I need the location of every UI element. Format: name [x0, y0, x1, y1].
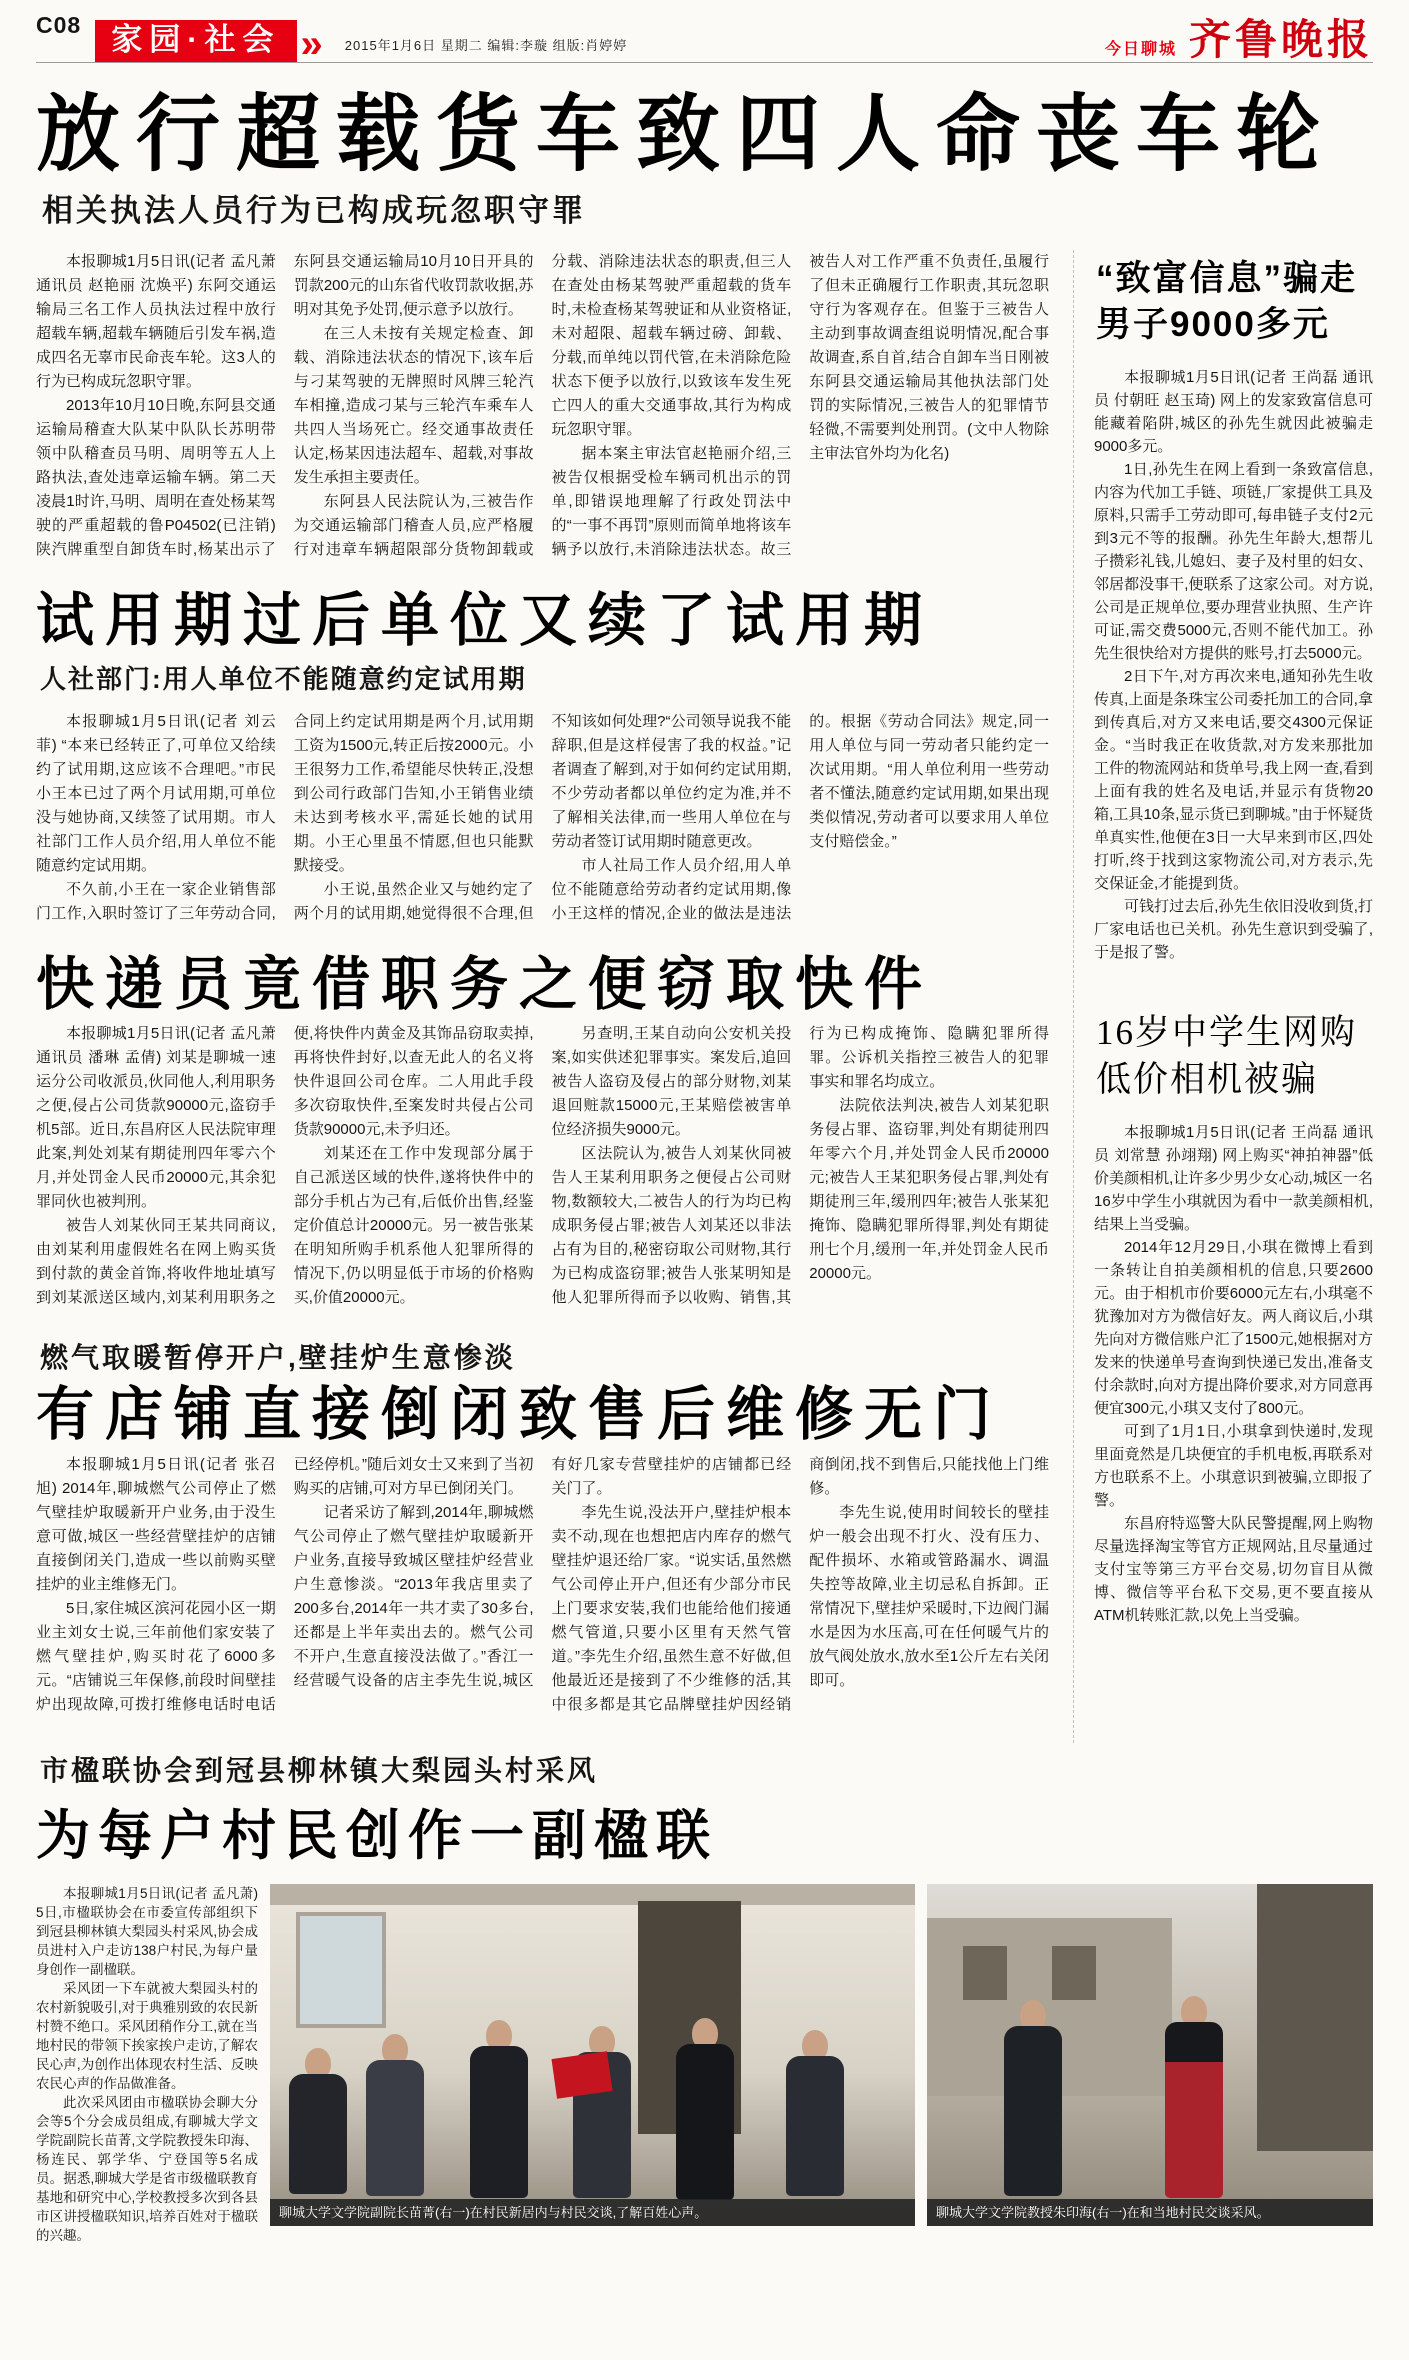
photo-ceiling-beam — [270, 1884, 915, 1905]
article-courier-body — [36, 1022, 1049, 1310]
article-truck — [36, 250, 1049, 562]
body-paragraph: 记者采访了解到,2014年,聊城燃气公司停止了燃气壁挂炉取暖新开户业务,直接导致城区壁挂炉经营业户生意惨淡。“2013年我店里卖了200多台,2014年一共才卖了30多台,还都是上半年卖出去的。燃气公司不开户,生意直接没法做了。”香江一经营暖气设备的店主李先生说,城区有好几家专营壁挂炉的店铺都已经关门了。 — [293, 1456, 792, 1690]
header-rule — [36, 62, 1373, 63]
body-paragraph: 东阿县人民法院认为,三被告作为交通运输部门稽查人员,应严格履行对违章车辆超限部分货物卸载或分载、消除违法状态的职责,但三人在查处由杨某驾驶严重超载的货车时,未检查杨某驾驶证和从业资格证,未对超限、超载车辆过磅、卸载、分载,而单纯以罚代管,在未消除危险状态下便予以放行,以致该车发生死亡四人的重大交通事故,其行为构成玩忽职守罪。 — [293, 253, 792, 559]
article-probation-headline: 试用期过后单位又续了试用期 — [36, 588, 934, 654]
sidebar-scam-headline-line2: 男子9000多元 — [1096, 305, 1330, 345]
photo-building-window — [963, 1946, 1008, 2001]
sidebar-article-scam — [1094, 256, 1373, 964]
article-couplet-kicker: 市楹联协会到冠县柳林镇大梨园头村采风 — [40, 1755, 599, 1787]
sidebar-article-camera — [1094, 1010, 1373, 1626]
body-paragraph: 李先生说,使用时间较长的壁挂炉一般会出现不打火、没有压力、配件损坏、水箱或管路漏水、调温失控等故障,业主切忌私自拆卸。正常情况下,壁挂炉采暖时,下边阀门漏水是因为水压高,可在任何暖气片的放气阀处放水,放水至1公斤左右关闭即可。 — [809, 1504, 1049, 1690]
body-paragraph: 5日,家住城区滨河花园小区一期业主刘女士说,三年前他们家安装了燃气壁挂炉,购买时花了6000多元。“店铺说三年保修,前段时间壁挂炉出现故障,可拨打维修电话时电话已经停机。”随后刘女士又来到了当初购买的店铺,可对方早已倒闭关门。 — [36, 1456, 534, 1714]
article-couplet — [36, 1749, 1373, 2245]
article-courier — [36, 952, 1049, 1311]
person-silhouette-red-jacket — [1159, 1996, 1229, 2198]
photo-caption: 聊城大学文学院副院长苗菁(右一)在村民新居内与村民交谈,了解百姓心声。 — [270, 2199, 915, 2226]
sidebar-scam-body — [1094, 366, 1373, 964]
body-paragraph: 另查明,王某自动向公安机关投案,如实供述犯罪事实。案发后,追回被告人盗窃及侵占的部分财物,刘某退回赃款15000元,王某赔偿被害单位经济损失9000元。 — [551, 1025, 792, 1139]
section-title: 家园·社会 — [95, 20, 296, 62]
sidebar-camera-headline-line1: 16岁中学生网购 — [1096, 1013, 1358, 1053]
body-paragraph: 可到了1月1日,小琪拿到快递时,发现里面竟然是几块便宜的手机电板,再联系对方也联系不上。小琪意识到被骗,立即报了警。 — [1094, 1422, 1373, 1509]
photo-background — [927, 1884, 1373, 2226]
article-probation — [36, 588, 1049, 926]
body-paragraph: 2日下午,对方再次来电,通知孙先生收传真,上面是条珠宝公司委托加工的合同,拿到传真后,对方又来电话,要交4300元保证金。“当时我正在收货款,对方发来那批加工件的物流网站和货单号,我上网一查,看到上面有我的姓名及电话,并显示有货物20箱,工具10条,显示货已到聊城。”由于怀疑货单真实性,他便在3日一大早来到市区,四处打听,终于找到这家物流公司,对方表示,先交保证金,才能提到货。 — [1094, 668, 1373, 893]
sidebar-scam-headline — [1096, 256, 1373, 348]
body-paragraph: 在三人未按有关规定检查、卸载、消除违法状态的情况下,该车后与刁某驾驶的无牌照时风牌三轮汽车相撞,造成刁某与三轮汽车乘车人共四人当场死亡。经交通事故责任认定,杨某因违法超车、超载,对事故发生承担主要责任。 — [293, 325, 534, 487]
body-paragraph: 本报聊城1月5日讯(记者 张召旭) 2014年,聊城燃气公司停止了燃气壁挂炉取暖新开户业务,由于没生意可做,城区一些经营壁挂炉的店铺直接倒闭关门,造成一些以前购买壁挂炉的业主维修无门。 — [36, 1456, 276, 1594]
person-silhouette — [998, 2000, 1068, 2196]
page-header — [0, 0, 1409, 66]
photo-village-visit — [270, 1884, 915, 2226]
person-silhouette — [283, 2048, 353, 2194]
lead-headline: 放行超载货车致四人命丧车轮 — [36, 87, 1337, 181]
main-grid — [36, 250, 1373, 1743]
sidebar-scam-headline-line1: “致富信息”骗走 — [1096, 259, 1358, 299]
article-boiler-kicker: 燃气取暖暂停开户,壁挂炉生意惨淡 — [40, 1342, 516, 1374]
article-probation-body — [36, 710, 1049, 926]
main-column — [36, 250, 1049, 1743]
body-paragraph: 据本案主审法官赵艳丽介绍,三被告仅根据受检车辆司机出示的罚单,即错误地理解了行政处罚法中的“一事不再罚”原则而简单地将该车辆予以放行,未消除违法状态。故三被告人对工作严重不负责任,虽履行了但未正确履行工作职责,其玩忽职守行为客观存在。但鉴于三被告人主动到事故调查组说明情况,配合事故调查,系自首,结合自卸车当日刚被东阿县交通运输局其他执法部门处罚的实际情况,三被告人的犯罪情节轻微,不需要判处刑罚。(文中人物除主审法官外均为化名) — [551, 253, 1049, 559]
masthead-city: 今日聊城 — [1104, 41, 1177, 58]
masthead — [1105, 20, 1373, 62]
photo-dark-wall — [1257, 1884, 1373, 2151]
page-number: C08 — [36, 12, 82, 38]
jacket-yoke — [1165, 2022, 1223, 2062]
body-paragraph: 法院依法判决,被告人刘某犯职务侵占罪、盗窃罪,判处有期徒刑四年零六个月,并处罚金人民币20000元;被告人王某犯职务侵占罪,判处有期徒刑三年,缓刑四年;被告人张某犯掩饰、隐瞒犯罪所得罪,判处有期徒刑七个月,缓刑一年,并处罚金人民币20000元。 — [809, 1097, 1049, 1283]
lead-subhead: 相关执法人员行为已构成玩忽职守罪 — [42, 193, 586, 229]
body-paragraph: 采风团一下车就被大梨园头村的农村新貌吸引,对于典雅别致的农民新村赞不绝口。采风团稍作分工,就在当地村民的带领下挨家挨户走访,了解农民心声,为创作出体现农村生活、反映农民心声的作品做准备。 — [36, 1981, 258, 2092]
body-paragraph: 东昌府特巡警大队民警提醒,网上购物尽量选择淘宝等官方正规网站,且尽量通过支付宝等第三方平台交易,切勿盲目从微博、微信等平台私下交易,更不要直接从ATM机转账汇款,以免上当受骗。 — [1094, 1514, 1373, 1624]
body-paragraph: 此次采风团由市楹联协会聊大分会等5个分会成员组成,有聊城大学文学院副院长苗菁,文学院教授朱印海、杨连民、郭学华、宁登国等5名成员。据悉,聊城大学是省市级楹联教育基地和研究中心,学校教授多次到各县市区讲授楹联知识,培养百姓对于楹联的兴趣。 — [36, 2095, 258, 2244]
sidebar-camera-headline-line2: 低价相机被骗 — [1096, 1059, 1319, 1099]
photo-background — [270, 1884, 915, 2226]
article-courier-headline: 快递员竟借职务之便窃取快件 — [36, 951, 934, 1017]
body-paragraph: 本报聊城1月5日讯(记者 孟凡萧) 5日,市楹联协会在市委宣传部组织下到冠县柳林镇大梨园头村采风,协会成员进村入户走访138户村民,为每户量身创作一副楹联。 — [36, 1886, 258, 1978]
person-silhouette — [360, 2034, 430, 2196]
person-silhouette — [670, 2018, 740, 2200]
sidebar-camera-headline — [1096, 1010, 1373, 1102]
chevron-right-icon: » — [300, 22, 323, 66]
body-paragraph: 本报聊城1月5日讯(记者 刘云菲) “本来已经转正了,可单位又给续约了试用期,这应该不合理吧。”市民小王本已过了两个月试用期,可单位没与她协商,又续签了试用期。市人社部门工作人员介绍,用人单位不能随意约定试用期。 — [36, 712, 276, 874]
body-paragraph: 本报聊城1月5日讯(记者 王尚磊 通讯员 刘常慧 孙翊翔) 网上购买“神拍神器”低价美颜相机,让许多少男少女心动,城区一名16岁中学生小琪就因为看中一款美颜相机,结果上当受骗。 — [1094, 1123, 1373, 1233]
photo-window — [296, 1912, 386, 2028]
body-paragraph: 小王说,虽然企业又与她约定了两个月的试用期,她觉得很不合理,但不知该如何处理?“公司领导说我不能辞职,但是这样侵害了我的权益。”记者调查了解到,对于如何约定试用期,不少劳动者都以单位约定为准,并不了解相关法律,而一些用人单位在与劳动者签订试用期时随意更改。 — [293, 712, 792, 922]
body-paragraph: 市人社局工作人员介绍,用人单位不能随意给劳动者约定试用期,像小王这样的情况,企业的做法是违法的。根据《劳动合同法》规定,同一用人单位与同一劳动者只能约定一次试用期。“用人单位利用一些劳动者不懂法,随意约定试用期,如果出现类似情况,劳动者可以要求用人单位支付赔偿金。” — [551, 712, 1049, 922]
body-paragraph: 李先生说,没法开户,壁挂炉根本卖不动,现在也想把店内库存的燃气壁挂炉退还给厂家。“说实话,虽然燃气公司停止开户,但还有少部分市民上门要求安装,我们也能给他们接通燃气管道,只要小区里有天然气管道。”李先生介绍,虽然生意不好做,但他最近还是接到了不少维修的活,其中很多都是其它品牌壁挂炉因经销商倒闭,找不到售后,只能找他上门维修。 — [551, 1456, 1049, 1714]
article-boiler-body — [36, 1453, 1049, 1717]
body-paragraph: 本报聊城1月5日讯(记者 孟凡萧 通讯员 潘琳 孟倩) 刘某是聊城一速运分公司收派员,伙同他人,利用职务之便,侵占公司货款90000元,盗窃手机5部。近日,东昌府区人民法院审理此案,判处刘某有期徒刑四年零六个月,并处罚金人民币20000元,其余犯罪同伙也被判刑。 — [36, 1025, 276, 1211]
photo-caption: 聊城大学文学院教授朱印海(右一)在和当地村民交谈采风。 — [927, 2199, 1373, 2226]
red-couplet-paper — [551, 2051, 612, 2098]
photo-building-window — [1052, 1946, 1097, 2001]
date-line: 2015年1月6日 星期二 编辑:李璇 组版:肖婷婷 — [344, 38, 628, 53]
person-silhouette — [464, 2020, 534, 2198]
body-paragraph: 刘某还在工作中发现部分属于自己派送区域的快件,遂将快件中的部分手机占为己有,后低价出售,经鉴定价值总计20000元。另一被告张某在明知所购手机系他人犯罪所得的情况下,仍以明显低于市场的价格购买,价值20000元。 — [293, 1145, 534, 1307]
sidebar-camera-body — [1094, 1121, 1373, 1627]
body-paragraph: 2013年10月10日晚,东阿县交通运输局稽查大队某中队队长苏明带领中队稽查员马明、周明等五人上路执法,查处违章运输车辆。第二天凌晨1时许,马明、周明在查处杨某驾驶的严重超载的鲁P04502(已注销)陕汽牌重型自卸货车时,杨某出示了东阿县交通运输局10月10日开具的罚款200元的山东省代收罚款收据,苏明对其免予处罚,便示意予以放行。 — [36, 253, 534, 559]
body-paragraph: 可钱打过去后,孙先生依旧没收到货,打厂家电话也已关机。孙先生意识到受骗了,于是报了警。 — [1094, 898, 1373, 962]
body-paragraph: 不久前,小王在一家企业销售部门工作,入职时签订了三年劳动合同,合同上约定试用期是两个月,试用期工资为1500元,转正后按2000元。小王很努力工作,希望能尽快转正,没想到公司行政部门告知,小王销售业绩未达到考核水平,需延长她的试用期。小王心里虽不情愿,但也只能默默接受。 — [36, 712, 534, 922]
article-truck-body — [36, 250, 1049, 562]
article-boiler — [36, 1336, 1049, 1717]
article-couplet-body — [36, 1884, 258, 2245]
masthead-paper: 齐鲁晚报 — [1188, 18, 1373, 64]
body-paragraph: 2014年12月29日,小琪在微博上看到一条转让自拍美颜相机的信息,只要2600元。由于相机市价要6000元左右,小琪毫不犹豫加对方为微信好友。两人商议后,小琪先向对方微信账户汇了1500元,她根据对方发来的快递单号查询到快递已发出,准备支付余款时,向对方提出降价要求,对方同意再便宜300元,小琪又支付了800元。 — [1094, 1238, 1373, 1417]
couplet-content — [36, 1884, 1373, 2245]
body-paragraph: 被告人刘某伙同王某共同商议,由刘某利用虚假姓名在网上购买货到付款的黄金首饰,将收件地址填写到刘某派送区域内,刘某利用职务之便,将快件内黄金及其饰品窃取卖掉,再将快件封好,以查无此人的名义将快件退回公司仓库。二人用此手段多次窃取快件,至案发时共侵占公司货款90000元,未予归还。 — [36, 1025, 534, 1307]
sidebar-column — [1073, 250, 1373, 1743]
photo-interview — [927, 1884, 1373, 2226]
article-probation-subhead: 人社部门:用人单位不能随意约定试用期 — [40, 663, 527, 694]
person-silhouette — [780, 2030, 850, 2196]
article-boiler-headline: 有店铺直接倒闭致售后维修无门 — [36, 1382, 1003, 1448]
body-paragraph: 1日,孙先生在网上看到一条致富信息,内容为代加工手链、项链,厂家提供工具及原料,只需手工劳动即可,每串链子支付2元到3元不等的报酬。孙先生年龄大,想帮儿子攒彩礼钱,儿媳妇、妻子及村里的妇女、邻居都没事干,便联系了这家公司。对方说,公司是正规单位,要办理营业执照、生产许可证,需交费5000元,否则不能代加工。孙先生很快给对方提供的账号,打去5000元。 — [1094, 461, 1373, 663]
body-paragraph: 区法院认为,被告人刘某伙同被告人王某利用职务之便侵占公司财物,数额较大,二被告人的行为均已构成职务侵占罪;被告人刘某还以非法占有为目的,秘密窃取公司财物,其行为已构成盗窃罪;被告人张某明知是他人犯罪所得而予以收购、销售,其行为已构成掩饰、隐瞒犯罪所得罪。公诉机关指控三被告人的犯罪事实和罪名均成立。 — [551, 1025, 1049, 1307]
article-couplet-headline: 为每户村民创作一副楹联 — [36, 1806, 718, 1867]
body-paragraph: 本报聊城1月5日讯(记者 王尚磊 通讯员 付朝旺 赵玉琦) 网上的发家致富信息可能藏着陷阱,城区的孙先生就因此被骗走9000多元。 — [1094, 369, 1373, 456]
body-paragraph: 本报聊城1月5日讯(记者 孟凡萧 通讯员 赵艳丽 沈焕平) 东阿交通运输局三名工作人员执法过程中放行超载车辆,超载车辆随后引发车祸,造成四名无辜市民命丧车轮。这3人的行为已构成玩忽职守罪。 — [36, 253, 276, 391]
